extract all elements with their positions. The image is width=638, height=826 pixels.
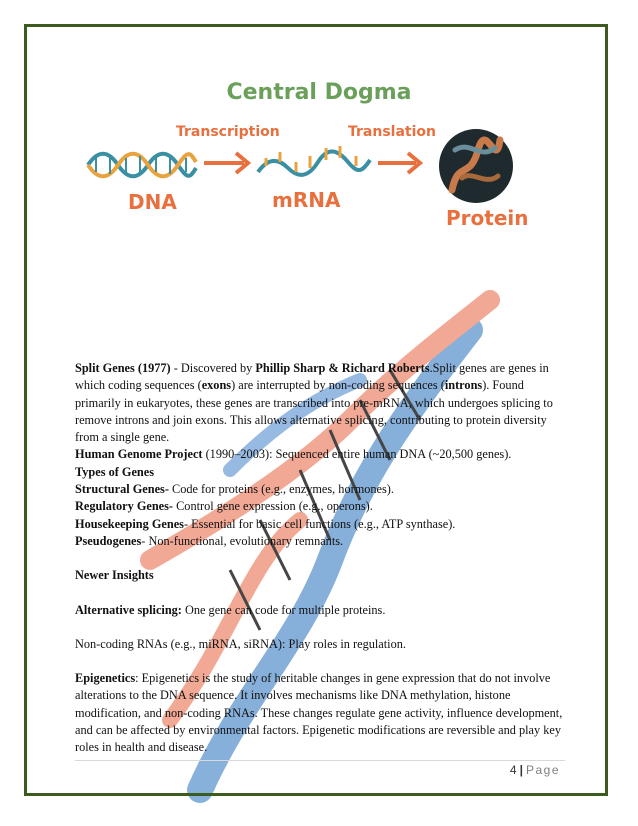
split-genes-paragraph <box>75 360 565 446</box>
split-genes-text2: ) are interrupted by non-coding sequences ( <box>231 378 445 393</box>
mrna-label: mRNA <box>272 188 341 212</box>
alt-splicing-line <box>75 602 565 619</box>
split-genes-text3: ). Found primarily in eukaryotes, these genes are transcribed into pre-mRNA, which undergoes splicing to remove introns and join exons. This allows alternative splicing, contributing to protein diversity from a single gene. <box>75 378 553 445</box>
structural-heading: Structural Genes- <box>75 482 169 497</box>
hgp-heading: Human Genome Project <box>75 447 203 462</box>
footer-divider <box>75 760 565 761</box>
hgp-text: (1990–2003): Sequenced entire human DNA (~20,500 genes). <box>202 447 512 462</box>
page-number: 4 <box>509 763 517 777</box>
newer-heading-text: Newer Insights <box>75 568 154 583</box>
regulatory-heading: Regulatory Genes- <box>75 499 174 514</box>
split-genes-heading: Split Genes (1977) <box>75 361 171 375</box>
spacer <box>75 550 565 567</box>
exons-term: exons <box>201 378 232 393</box>
hgp-paragraph <box>75 446 565 463</box>
pseudogenes-line <box>75 533 565 550</box>
epigenetics-paragraph <box>75 670 565 756</box>
page-footer <box>510 763 560 777</box>
housekeeping-genes-line <box>75 516 565 533</box>
split-genes-discoverers: Phillip Sharp & Richard Roberts <box>255 361 430 375</box>
dna-helix-icon <box>88 154 196 177</box>
types-heading <box>75 464 565 481</box>
ncrna-line: Non-coding RNAs (e.g., miRNA, siRNA): Play roles in regulation. <box>75 636 406 651</box>
newer-insights-heading <box>75 567 565 584</box>
structural-text: Code for proteins (e.g., enzymes, hormones). <box>168 482 394 497</box>
protein-icon <box>439 129 513 203</box>
alt-splicing-text: One gene can code for multiple proteins. <box>181 602 386 617</box>
spacer <box>75 585 565 602</box>
dna-label: DNA <box>128 190 177 214</box>
translation-arrow-icon <box>378 153 420 173</box>
translation-label: Translation <box>348 124 436 140</box>
types-heading-text: Types of Genes <box>75 464 155 479</box>
pseudogenes-text: - Non-functional, evolutionary remnants. <box>141 533 344 548</box>
regulatory-text: Control gene expression (e.g., operons). <box>173 499 373 514</box>
transcription-label: Transcription <box>176 124 280 140</box>
protein-label: Protein <box>446 206 529 230</box>
pseudogenes-heading: Pseudogenes <box>75 533 142 548</box>
regulatory-genes-line <box>75 498 565 515</box>
spacer <box>75 619 565 636</box>
diagram-title: Central Dogma <box>226 80 412 105</box>
page-word: Page <box>525 763 560 777</box>
structural-genes-line <box>75 481 565 498</box>
split-genes-text1: .Split genes are genes in which coding sequences ( <box>75 361 549 393</box>
transcription-arrow-icon <box>204 153 248 173</box>
spacer <box>75 653 565 670</box>
mrna-strand-icon <box>258 146 370 175</box>
introns-term: introns <box>444 378 483 393</box>
housekeeping-heading: Housekeeping Genes <box>75 516 184 531</box>
alt-splicing-heading: Alternative splicing: <box>75 602 182 617</box>
epigenetics-heading: Epigenetics <box>75 671 136 686</box>
epigenetics-text: : Epigenetics is the study of heritable changes in gene expression that do not involve alterations to the DNA sequence. It involves mechanisms like DNA methylation, histone modification, and non-coding RNAs. These changes regulate gene activity, influence development, and can be affected by environmental factors. Epigenetic modifications are reversible and play key roles in health and disease. <box>75 671 563 755</box>
housekeeping-text: - Essential for basic cell functions (e.g., ATP synthase). <box>183 516 456 531</box>
split-genes-pre: - Discovered by <box>170 361 256 375</box>
body-text <box>75 360 565 757</box>
footer-separator: | <box>519 763 523 777</box>
